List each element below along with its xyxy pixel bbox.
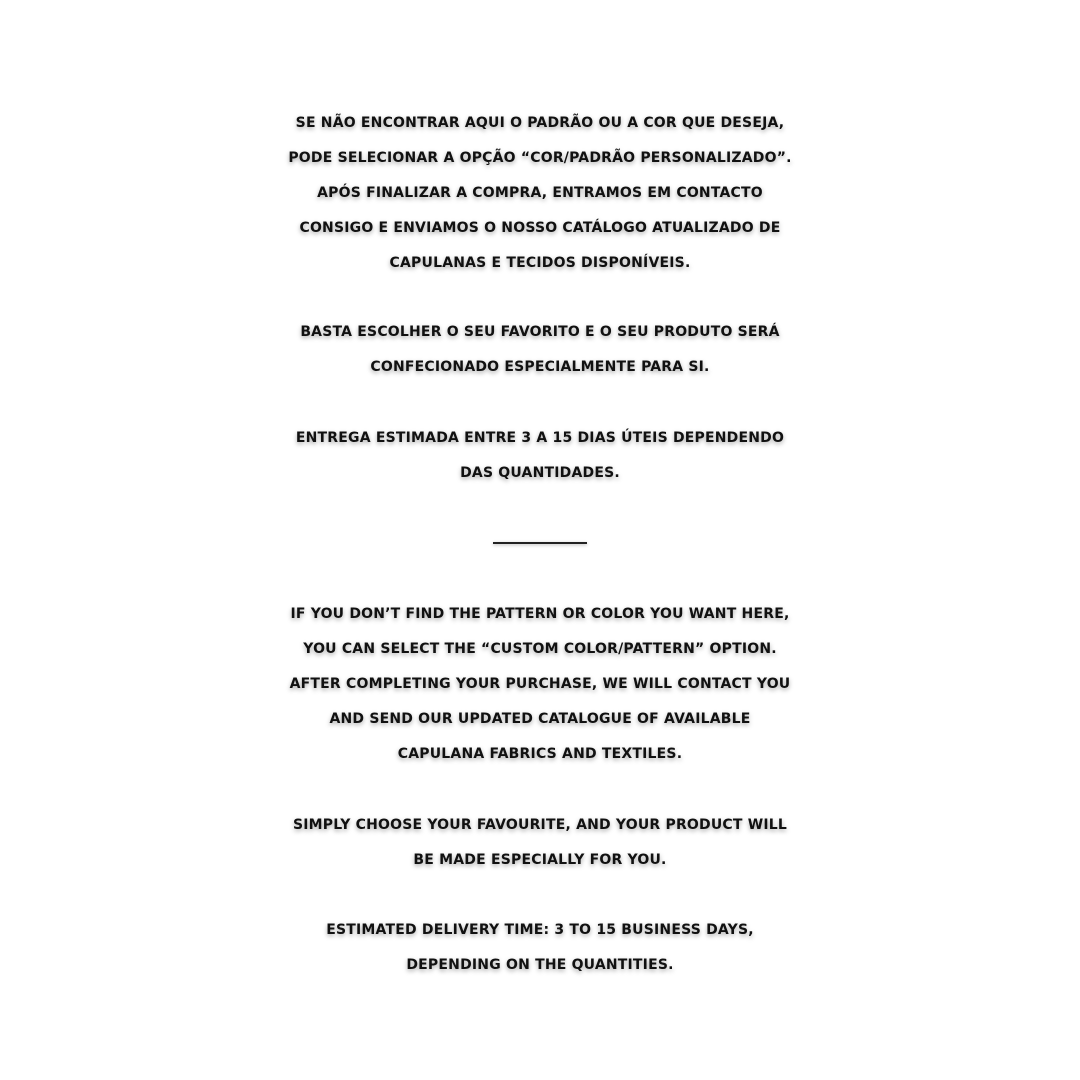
text-line: YOU CAN SELECT THE “CUSTOM COLOR/PATTERN” OPTION. (303, 641, 777, 657)
pt-paragraph-delivery (0, 421, 1080, 491)
text-line: APÓS FINALIZAR A COMPRA, ENTRAMOS EM CONTACTO (317, 185, 763, 201)
pt-paragraph-custom-pattern (0, 106, 1080, 281)
text-line: BASTA ESCOLHER O SEU FAVORITO E O SEU PRODUTO SERÁ (300, 324, 780, 340)
en-paragraph-custom-pattern (0, 597, 1080, 772)
pt-paragraph-choose-favorite (0, 315, 1080, 385)
text-line: DEPENDING ON THE QUANTITIES. (406, 957, 674, 973)
en-paragraph-choose-favorite (0, 808, 1080, 878)
text-line: AFTER COMPLETING YOUR PURCHASE, WE WILL CONTACT YOU (289, 676, 791, 692)
text-line: ENTREGA ESTIMADA ENTRE 3 A 15 DIAS ÚTEIS DEPENDENDO (295, 430, 785, 446)
text-line: CAPULANAS E TECIDOS DISPONÍVEIS. (389, 255, 691, 271)
text-line: BE MADE ESPECIALLY FOR YOU. (413, 852, 667, 868)
text-line: ESTIMATED DELIVERY TIME: 3 TO 15 BUSINESS DAYS, (326, 922, 754, 938)
text-line: IF YOU DON’T FIND THE PATTERN OR COLOR YOU WANT HERE, (290, 606, 790, 622)
text-line: CAPULANA FABRICS AND TEXTILES. (397, 746, 683, 762)
en-paragraph-delivery (0, 913, 1080, 983)
text-line: SIMPLY CHOOSE YOUR FAVOURITE, AND YOUR PRODUCT WILL (292, 817, 788, 833)
text-line: CONFECIONADO ESPECIALMENTE PARA SI. (370, 359, 710, 375)
text-line: CONSIGO E ENVIAMOS O NOSSO CATÁLOGO ATUALIZADO DE (299, 220, 781, 236)
text-line: PODE SELECIONAR A OPÇÃO “COR/PADRÃO PERSONALIZADO”. (288, 150, 792, 166)
text-line: SE NÃO ENCONTRAR AQUI O PADRÃO OU A COR QUE DESEJA, (295, 115, 785, 131)
language-divider (493, 542, 587, 544)
text-line: DAS QUANTIDADES. (460, 465, 620, 481)
text-line: AND SEND OUR UPDATED CATALOGUE OF AVAILABLE (329, 711, 751, 727)
